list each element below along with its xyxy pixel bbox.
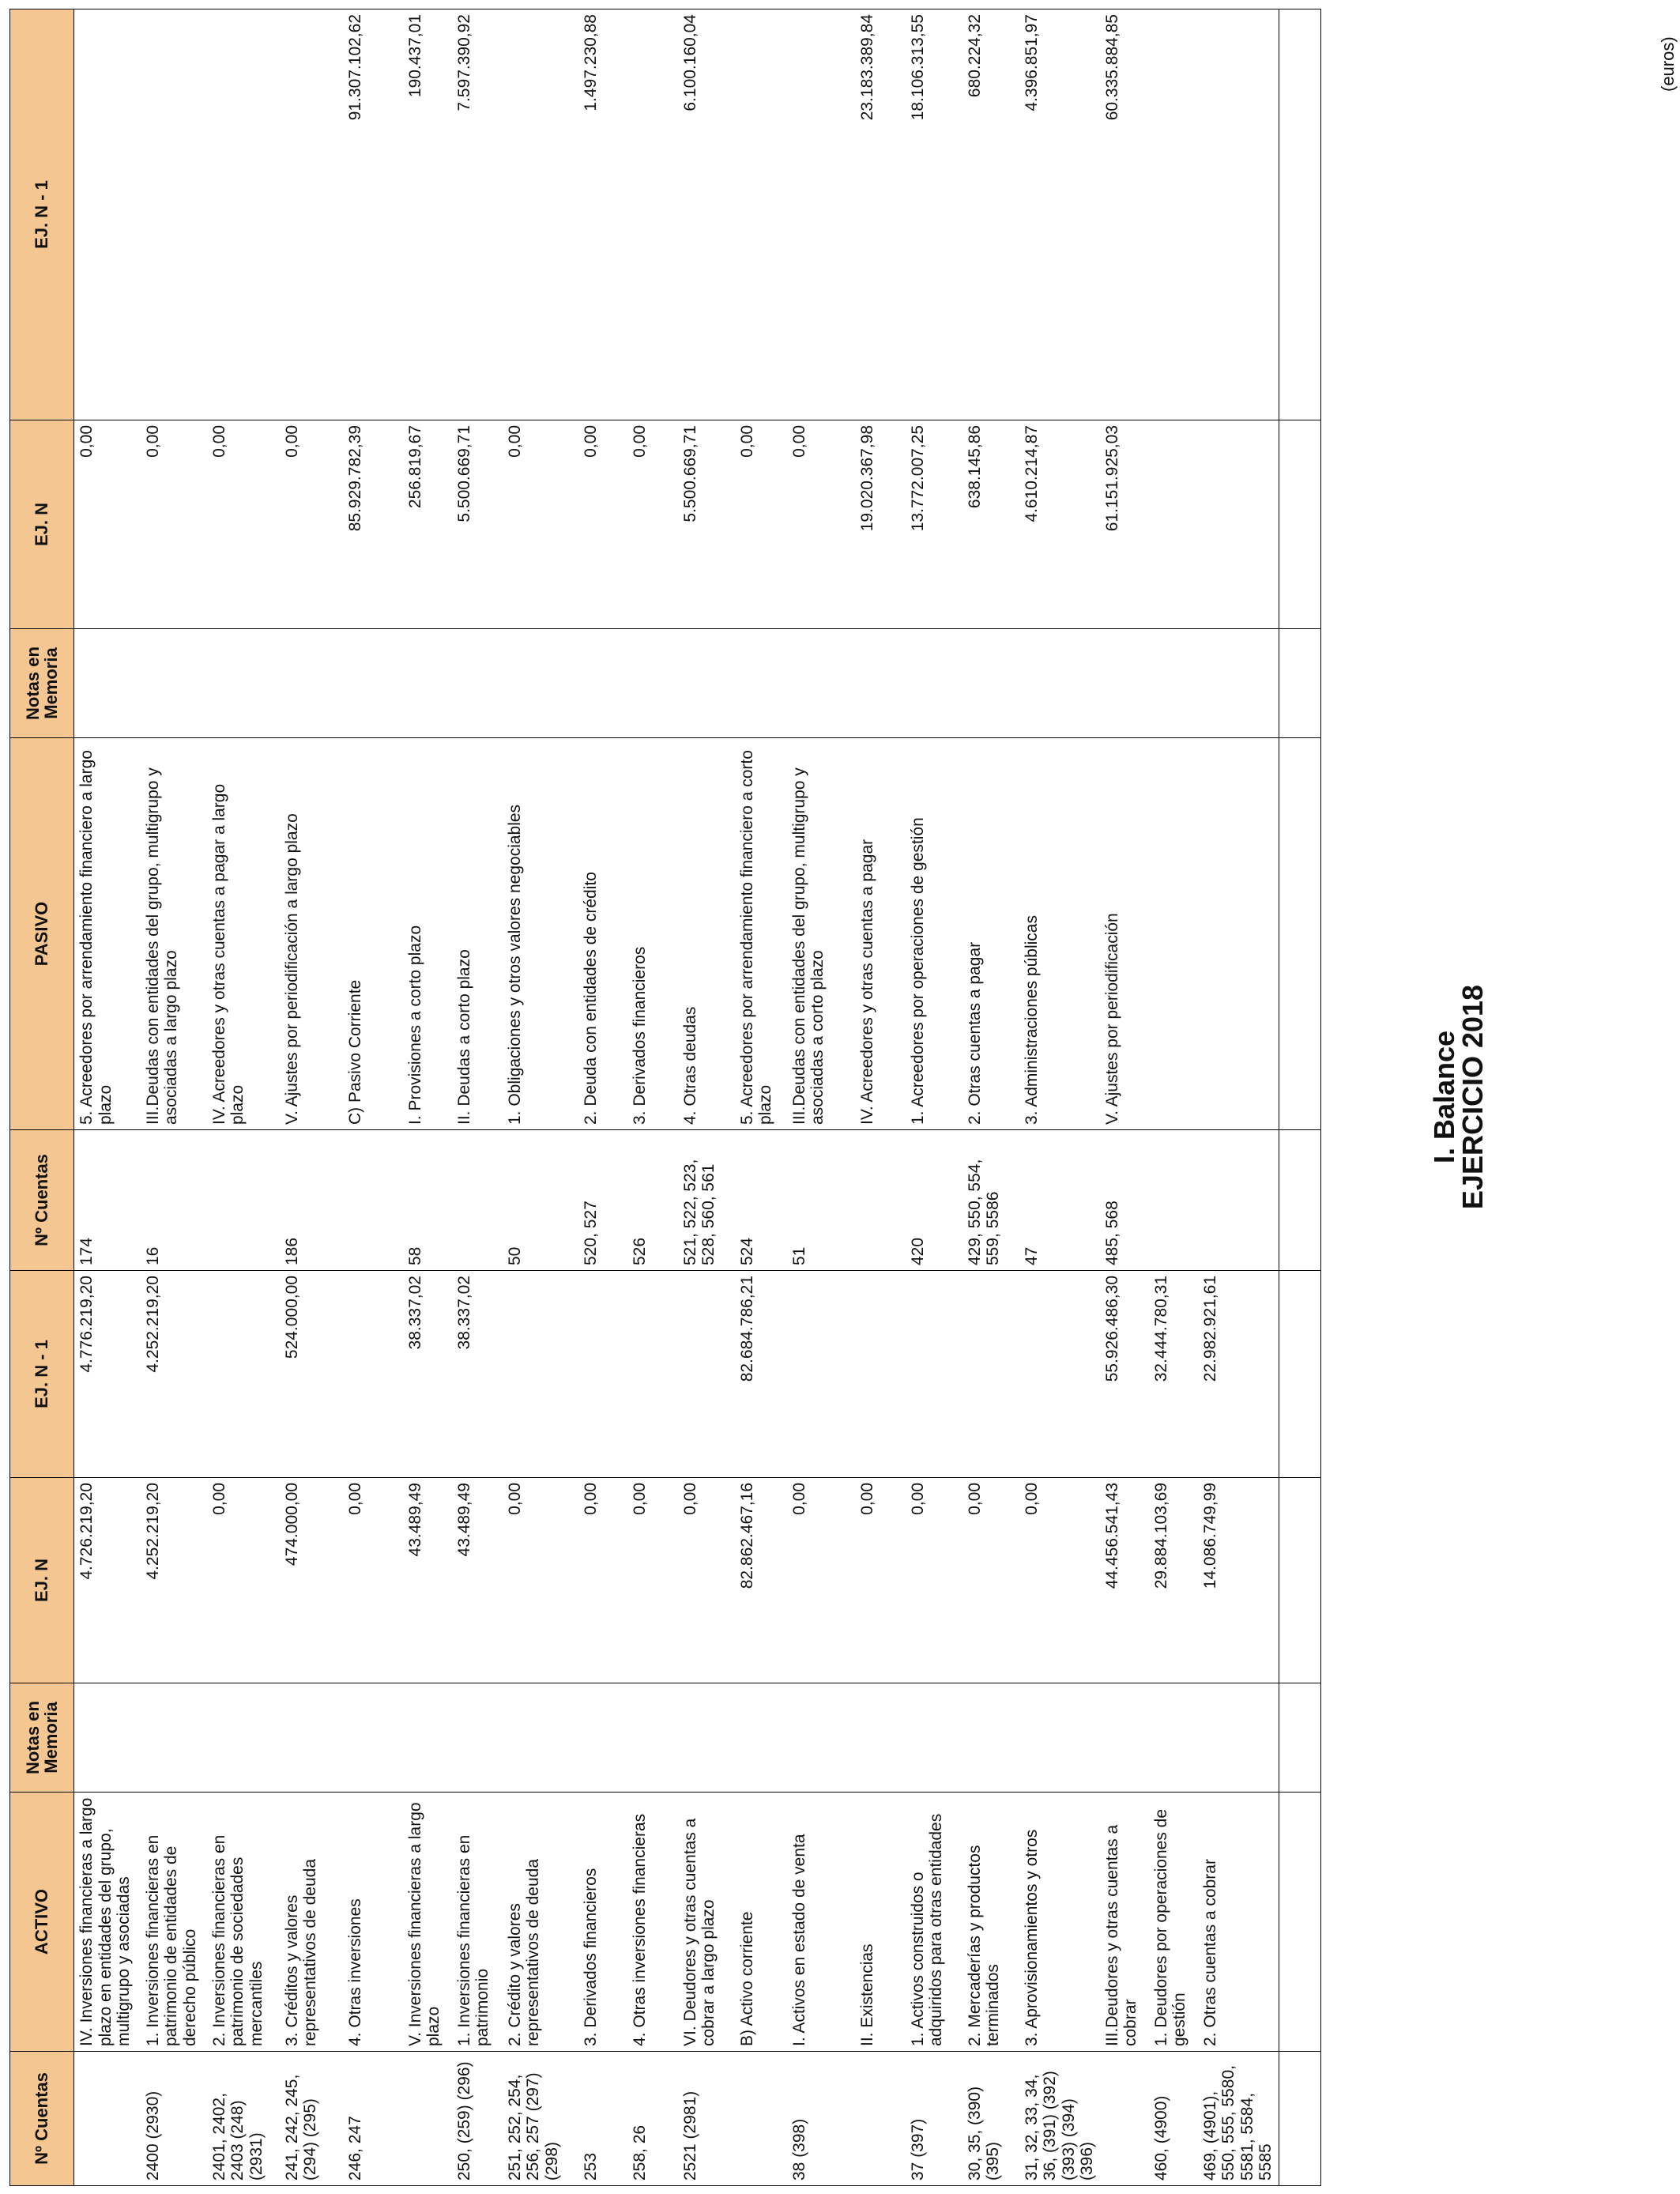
pasivo-ej-n1-cell <box>735 9 787 420</box>
activo-ej-n-cell: 474.000,00 <box>280 1478 343 1683</box>
pasivo-ej-n-cell: 5.500.669,71 <box>678 420 735 629</box>
header-pasivo: PASIVO <box>10 738 74 1130</box>
activo-cuentas-cell: 31, 32, 33, 34, 36, (391) (392) (393) (394) (396) <box>1019 2052 1100 2186</box>
activo-ej-n1-cell: 4.252.219,20 <box>141 1271 207 1478</box>
activo-notas-cell <box>452 1683 503 1793</box>
pasivo-ej-n1-cell: 190.437,01 <box>403 9 452 420</box>
pasivo-notas-cell <box>74 629 141 738</box>
table-row <box>787 9 855 2186</box>
pasivo-notas-cell <box>141 629 207 738</box>
activo-notas-cell <box>578 1683 627 1793</box>
activo-ej-n-cell: 0,00 <box>1019 1478 1100 1683</box>
table-row <box>403 9 452 2186</box>
activo-notas-cell <box>74 1683 141 1793</box>
activo-cuentas-cell <box>74 2052 141 2186</box>
empty-cell <box>1279 1478 1320 1683</box>
pasivo-description-cell: 3. Derivados financieros <box>627 738 678 1130</box>
pasivo-notas-cell <box>207 629 280 738</box>
activo-ej-n1-cell <box>207 1271 280 1478</box>
activo-notas-cell <box>343 1683 403 1793</box>
activo-description-cell: III.Deudores y otras cuentas a cobrar <box>1100 1793 1149 2052</box>
header-ej-n1-activo: EJ. N - 1 <box>10 1271 74 1478</box>
table-row <box>343 9 403 2186</box>
empty-cell <box>1279 2052 1320 2186</box>
activo-ej-n-cell: 44.456.541,43 <box>1100 1478 1149 1683</box>
activo-cuentas-cell <box>855 2052 906 2186</box>
activo-notas-cell <box>403 1683 452 1793</box>
pasivo-ej-n1-cell <box>141 9 207 420</box>
activo-notas-cell <box>678 1683 735 1793</box>
pasivo-notas-cell <box>678 629 735 738</box>
activo-ej-n-cell: 0,00 <box>906 1478 962 1683</box>
pasivo-cuentas-cell: 16 <box>141 1130 207 1271</box>
activo-description-cell: 2. Mercaderías y productos terminados <box>962 1793 1019 2052</box>
activo-ej-n-cell: 0,00 <box>855 1478 906 1683</box>
activo-ej-n1-cell: 524.000,00 <box>280 1271 343 1478</box>
activo-ej-n1-cell <box>906 1271 962 1478</box>
activo-ej-n1-cell <box>855 1271 906 1478</box>
pasivo-ej-n-cell: 0,00 <box>627 420 678 629</box>
pasivo-cuentas-cell <box>207 1130 280 1271</box>
activo-notas-cell <box>855 1683 906 1793</box>
header-activo: ACTIVO <box>10 1793 74 2052</box>
pasivo-notas-cell <box>1198 629 1279 738</box>
pasivo-cuentas-cell: 58 <box>403 1130 452 1271</box>
activo-description-cell: V. Inversiones financieras a largo plazo <box>403 1793 452 2052</box>
activo-ej-n-cell: 0,00 <box>207 1478 280 1683</box>
pasivo-ej-n-cell: 0,00 <box>280 420 343 629</box>
activo-description-cell: B) Activo corriente <box>735 1793 787 2052</box>
pasivo-cuentas-cell <box>1149 1130 1198 1271</box>
pasivo-cuentas-cell: 174 <box>74 1130 141 1271</box>
table-body <box>74 9 1321 2186</box>
activo-cuentas-cell <box>735 2052 787 2186</box>
pasivo-notas-cell <box>962 629 1019 738</box>
page-title: I. Balance <box>1428 1030 1460 1164</box>
pasivo-ej-n1-cell <box>627 9 678 420</box>
pasivo-ej-n-cell: 0,00 <box>74 420 141 629</box>
pasivo-notas-cell <box>906 629 962 738</box>
activo-notas-cell <box>207 1683 280 1793</box>
activo-ej-n1-cell: 82.684.786,21 <box>735 1271 787 1478</box>
pasivo-ej-n-cell <box>1198 420 1279 629</box>
pasivo-ej-n1-cell: 1.497.230,88 <box>578 9 627 420</box>
pasivo-notas-cell <box>787 629 855 738</box>
activo-notas-cell <box>141 1683 207 1793</box>
activo-description-cell: 3. Derivados financieros <box>578 1793 627 2052</box>
activo-ej-n1-cell: 38.337,02 <box>452 1271 503 1478</box>
pasivo-ej-n1-cell <box>207 9 280 420</box>
activo-description-cell: 4. Otras inversiones financieras <box>627 1793 678 2052</box>
activo-ej-n-cell: 43.489,49 <box>403 1478 452 1683</box>
pasivo-ej-n1-cell: 4.396.851,97 <box>1019 9 1100 420</box>
pasivo-cuentas-cell: 485, 568 <box>1100 1130 1149 1271</box>
pasivo-cuentas-cell <box>452 1130 503 1271</box>
pasivo-ej-n1-cell: 60.335.884,85 <box>1100 9 1149 420</box>
activo-ej-n-cell: 0,00 <box>343 1478 403 1683</box>
pasivo-cuentas-cell <box>343 1130 403 1271</box>
table-filler-row <box>1279 9 1320 2186</box>
table-row <box>207 9 280 2186</box>
activo-cuentas-cell: 37 (397) <box>906 2052 962 2186</box>
activo-cuentas-cell <box>1100 2052 1149 2186</box>
activo-ej-n-cell: 0,00 <box>787 1478 855 1683</box>
pasivo-ej-n-cell: 638.145,86 <box>962 420 1019 629</box>
pasivo-ej-n1-cell: 680.224,32 <box>962 9 1019 420</box>
table-row <box>855 9 906 2186</box>
pasivo-description-cell: III.Deudas con entidades del grupo, multigrupo y asociadas a corto plazo <box>787 738 855 1130</box>
activo-description-cell: 1. Inversiones financieras en patrimonio de entidades de derecho público <box>141 1793 207 2052</box>
table-row <box>678 9 735 2186</box>
header-notas-activo: Notas en Memoria <box>10 1683 74 1793</box>
activo-description-cell: 3. Aprovisionamientos y otros <box>1019 1793 1100 2052</box>
activo-ej-n-cell: 0,00 <box>627 1478 678 1683</box>
activo-cuentas-cell: 250, (259) (296) <box>452 2052 503 2186</box>
activo-cuentas-cell: 30, 35, (390) (395) <box>962 2052 1019 2186</box>
activo-description-cell: IV. Inversiones financieras a largo plazo en entidades del grupo, multigrupo y asociadas <box>74 1793 141 2052</box>
pasivo-ej-n-cell: 61.151.925,03 <box>1100 420 1149 629</box>
pasivo-ej-n1-cell: 6.100.160,04 <box>678 9 735 420</box>
activo-ej-n1-cell: 55.926.486,30 <box>1100 1271 1149 1478</box>
pasivo-notas-cell <box>403 629 452 738</box>
pasivo-cuentas-cell: 520, 527 <box>578 1130 627 1271</box>
activo-notas-cell <box>962 1683 1019 1793</box>
table-row <box>627 9 678 2186</box>
pasivo-cuentas-cell: 526 <box>627 1130 678 1271</box>
pasivo-ej-n-cell: 0,00 <box>141 420 207 629</box>
activo-notas-cell <box>787 1683 855 1793</box>
pasivo-ej-n-cell: 0,00 <box>787 420 855 629</box>
activo-ej-n1-cell <box>578 1271 627 1478</box>
pasivo-description-cell: II. Deudas a corto plazo <box>452 738 503 1130</box>
activo-description-cell: 1. Activos construidos o adquiridos para otras entidades <box>906 1793 962 2052</box>
pasivo-description-cell: 4. Otras deudas <box>678 738 735 1130</box>
activo-ej-n1-cell <box>787 1271 855 1478</box>
activo-ej-n-cell: 0,00 <box>962 1478 1019 1683</box>
pasivo-cuentas-cell: 420 <box>906 1130 962 1271</box>
pasivo-notas-cell <box>503 629 578 738</box>
activo-cuentas-cell: 38 (398) <box>787 2052 855 2186</box>
pasivo-description-cell: 2. Otras cuentas a pagar <box>962 738 1019 1130</box>
table-row <box>735 9 787 2186</box>
pasivo-cuentas-cell: 429, 550, 554, 559, 5586 <box>962 1130 1019 1271</box>
header-cuentas-activo: Nº Cuentas <box>10 2052 74 2186</box>
activo-ej-n1-cell: 22.982.921,61 <box>1198 1271 1279 1478</box>
activo-notas-cell <box>906 1683 962 1793</box>
pasivo-description-cell: V. Ajustes por periodificación <box>1100 738 1149 1130</box>
pasivo-ej-n1-cell <box>503 9 578 420</box>
pasivo-notas-cell <box>452 629 503 738</box>
pasivo-notas-cell <box>627 629 678 738</box>
table-row <box>452 9 503 2186</box>
empty-cell <box>1279 9 1320 420</box>
activo-cuentas-cell: 2400 (2930) <box>141 2052 207 2186</box>
pasivo-ej-n-cell: 0,00 <box>207 420 280 629</box>
activo-ej-n1-cell: 4.776.219,20 <box>74 1271 141 1478</box>
pasivo-description-cell: C) Pasivo Corriente <box>343 738 403 1130</box>
pasivo-notas-cell <box>1149 629 1198 738</box>
activo-cuentas-cell: 469, (4901), 550, 555, 5580, 5581, 5584, 5585 <box>1198 2052 1279 2186</box>
header-row <box>10 9 74 2186</box>
activo-notas-cell <box>280 1683 343 1793</box>
empty-cell <box>1279 1271 1320 1478</box>
header-ej-n1-pasivo: EJ. N - 1 <box>10 9 74 420</box>
pasivo-notas-cell <box>735 629 787 738</box>
pasivo-notas-cell <box>855 629 906 738</box>
activo-cuentas-cell: 2401, 2402, 2403 (248) (2931) <box>207 2052 280 2186</box>
pasivo-ej-n-cell: 256.819,67 <box>403 420 452 629</box>
pasivo-ej-n-cell: 13.772.007,25 <box>906 420 962 629</box>
balance-table <box>9 9 1321 2186</box>
units-label: (euros) <box>1658 36 1678 92</box>
activo-cuentas-cell: 241, 242, 245, (294) (295) <box>280 2052 343 2186</box>
pasivo-description-cell: 1. Acreedores por operaciones de gestión <box>906 738 962 1130</box>
header-cuentas-pasivo: Nº Cuentas <box>10 1130 74 1271</box>
pasivo-ej-n-cell: 4.610.214,87 <box>1019 420 1100 629</box>
activo-notas-cell <box>735 1683 787 1793</box>
pasivo-ej-n1-cell: 91.307.102,62 <box>343 9 403 420</box>
pasivo-description-cell: 5. Acreedores por arrendamiento financiero a largo plazo <box>74 738 141 1130</box>
pasivo-description-cell: 3. Administraciones públicas <box>1019 738 1100 1130</box>
pasivo-ej-n-cell: 19.020.367,98 <box>855 420 906 629</box>
activo-notas-cell <box>1019 1683 1100 1793</box>
activo-ej-n1-cell <box>962 1271 1019 1478</box>
activo-cuentas-cell: 253 <box>578 2052 627 2186</box>
pasivo-notas-cell <box>578 629 627 738</box>
activo-notas-cell <box>1100 1683 1149 1793</box>
pasivo-ej-n1-cell: 23.183.389,84 <box>855 9 906 420</box>
activo-ej-n-cell: 4.252.219,20 <box>141 1478 207 1683</box>
activo-description-cell: 1. Deudores por operaciones de gestión <box>1149 1793 1198 2052</box>
activo-description-cell: 3. Créditos y valores representativos de deuda <box>280 1793 343 2052</box>
pasivo-description-cell: IV. Acreedores y otras cuentas a pagar <box>855 738 906 1130</box>
activo-cuentas-cell: 2521 (2981) <box>678 2052 735 2186</box>
activo-ej-n1-cell <box>343 1271 403 1478</box>
table-row <box>74 9 141 2186</box>
pasivo-ej-n1-cell <box>1149 9 1198 420</box>
activo-ej-n-cell: 14.086.749,99 <box>1198 1478 1279 1683</box>
activo-ej-n1-cell <box>678 1271 735 1478</box>
pasivo-cuentas-cell: 50 <box>503 1130 578 1271</box>
pasivo-ej-n1-cell: 18.106.313,55 <box>906 9 962 420</box>
pasivo-cuentas-cell <box>1198 1130 1279 1271</box>
activo-description-cell: 2. Inversiones financieras en patrimonio de sociedades mercantiles <box>207 1793 280 2052</box>
table-row <box>962 9 1019 2186</box>
activo-ej-n-cell: 0,00 <box>503 1478 578 1683</box>
pasivo-ej-n1-cell <box>1198 9 1279 420</box>
activo-description-cell: 1. Inversiones financieras en patrimonio <box>452 1793 503 2052</box>
activo-cuentas-cell: 246, 247 <box>343 2052 403 2186</box>
empty-cell <box>1279 1130 1320 1271</box>
pasivo-ej-n1-cell <box>787 9 855 420</box>
empty-cell <box>1279 1793 1320 2052</box>
activo-description-cell: VI. Deudores y otras cuentas a cobrar a largo plazo <box>678 1793 735 2052</box>
pasivo-ej-n1-cell <box>74 9 141 420</box>
activo-description-cell: 2. Crédito y valores representativos de deuda <box>503 1793 578 2052</box>
pasivo-description-cell <box>1198 738 1279 1130</box>
pasivo-cuentas-cell: 51 <box>787 1130 855 1271</box>
pasivo-cuentas-cell: 521, 522, 523, 528, 560, 561 <box>678 1130 735 1271</box>
activo-notas-cell <box>503 1683 578 1793</box>
pasivo-ej-n-cell: 0,00 <box>735 420 787 629</box>
pasivo-description-cell: 5. Acreedores por arrendamiento financiero a corto plazo <box>735 738 787 1130</box>
pasivo-ej-n-cell: 5.500.669,71 <box>452 420 503 629</box>
pasivo-notas-cell <box>1019 629 1100 738</box>
pasivo-description-cell: 1. Obligaciones y otros valores negociables <box>503 738 578 1130</box>
page-subtitle: EJERCICIO 2018 <box>1456 984 1489 1210</box>
activo-ej-n-cell: 4.726.219,20 <box>74 1478 141 1683</box>
activo-notas-cell <box>1198 1683 1279 1793</box>
activo-cuentas-cell: 258, 26 <box>627 2052 678 2186</box>
activo-cuentas-cell <box>403 2052 452 2186</box>
pasivo-notas-cell <box>343 629 403 738</box>
table-row <box>503 9 578 2186</box>
activo-ej-n-cell: 0,00 <box>678 1478 735 1683</box>
pasivo-description-cell <box>1149 738 1198 1130</box>
activo-ej-n1-cell: 32.444.780,31 <box>1149 1271 1198 1478</box>
header-ej-n-pasivo: EJ. N <box>10 420 74 629</box>
title-block <box>1430 0 1487 2194</box>
table-row <box>906 9 962 2186</box>
header-notas-pasivo: Notas en Memoria <box>10 629 74 738</box>
activo-ej-n-cell: 82.862.467,16 <box>735 1478 787 1683</box>
table-row <box>1198 9 1279 2186</box>
activo-ej-n-cell: 29.884.103,69 <box>1149 1478 1198 1683</box>
pasivo-cuentas-cell: 524 <box>735 1130 787 1271</box>
activo-notas-cell <box>1149 1683 1198 1793</box>
pasivo-ej-n1-cell: 7.597.390,92 <box>452 9 503 420</box>
activo-cuentas-cell: 460, (4900) <box>1149 2052 1198 2186</box>
pasivo-ej-n-cell: 85.929.782,39 <box>343 420 403 629</box>
pasivo-ej-n-cell <box>1149 420 1198 629</box>
pasivo-ej-n-cell: 0,00 <box>503 420 578 629</box>
pasivo-notas-cell <box>1100 629 1149 738</box>
pasivo-description-cell: V. Ajustes por periodificación a largo plazo <box>280 738 343 1130</box>
table-row <box>141 9 207 2186</box>
activo-description-cell: 4. Otras inversiones <box>343 1793 403 2052</box>
activo-ej-n1-cell <box>1019 1271 1100 1478</box>
activo-description-cell: I. Activos en estado de venta <box>787 1793 855 2052</box>
pasivo-cuentas-cell: 47 <box>1019 1130 1100 1271</box>
activo-description-cell: 2. Otras cuentas a cobrar <box>1198 1793 1279 2052</box>
activo-ej-n1-cell: 38.337,02 <box>403 1271 452 1478</box>
empty-cell <box>1279 629 1320 738</box>
activo-description-cell: II. Existencias <box>855 1793 906 2052</box>
table-row <box>280 9 343 2186</box>
pasivo-cuentas-cell: 186 <box>280 1130 343 1271</box>
pasivo-description-cell: 2. Deuda con entidades de crédito <box>578 738 627 1130</box>
pasivo-ej-n1-cell <box>280 9 343 420</box>
empty-cell <box>1279 420 1320 629</box>
table-row <box>1149 9 1198 2186</box>
header-ej-n-activo: EJ. N <box>10 1478 74 1683</box>
activo-ej-n-cell: 0,00 <box>578 1478 627 1683</box>
empty-cell <box>1279 738 1320 1130</box>
empty-cell <box>1279 1683 1320 1793</box>
pasivo-description-cell: IV. Acreedores y otras cuentas a pagar a largo plazo <box>207 738 280 1130</box>
activo-ej-n1-cell <box>503 1271 578 1478</box>
activo-ej-n-cell: 43.489,49 <box>452 1478 503 1683</box>
activo-ej-n1-cell <box>627 1271 678 1478</box>
pasivo-notas-cell <box>280 629 343 738</box>
activo-notas-cell <box>627 1683 678 1793</box>
table-row <box>578 9 627 2186</box>
pasivo-description-cell: I. Provisiones a corto plazo <box>403 738 452 1130</box>
activo-cuentas-cell: 251, 252, 254, 256, 257 (297) (298) <box>503 2052 578 2186</box>
pasivo-description-cell: III.Deudas con entidades del grupo, multigrupo y asociadas a largo plazo <box>141 738 207 1130</box>
table-row <box>1019 9 1100 2186</box>
table-row <box>1100 9 1149 2186</box>
pasivo-ej-n-cell: 0,00 <box>578 420 627 629</box>
pasivo-cuentas-cell <box>855 1130 906 1271</box>
